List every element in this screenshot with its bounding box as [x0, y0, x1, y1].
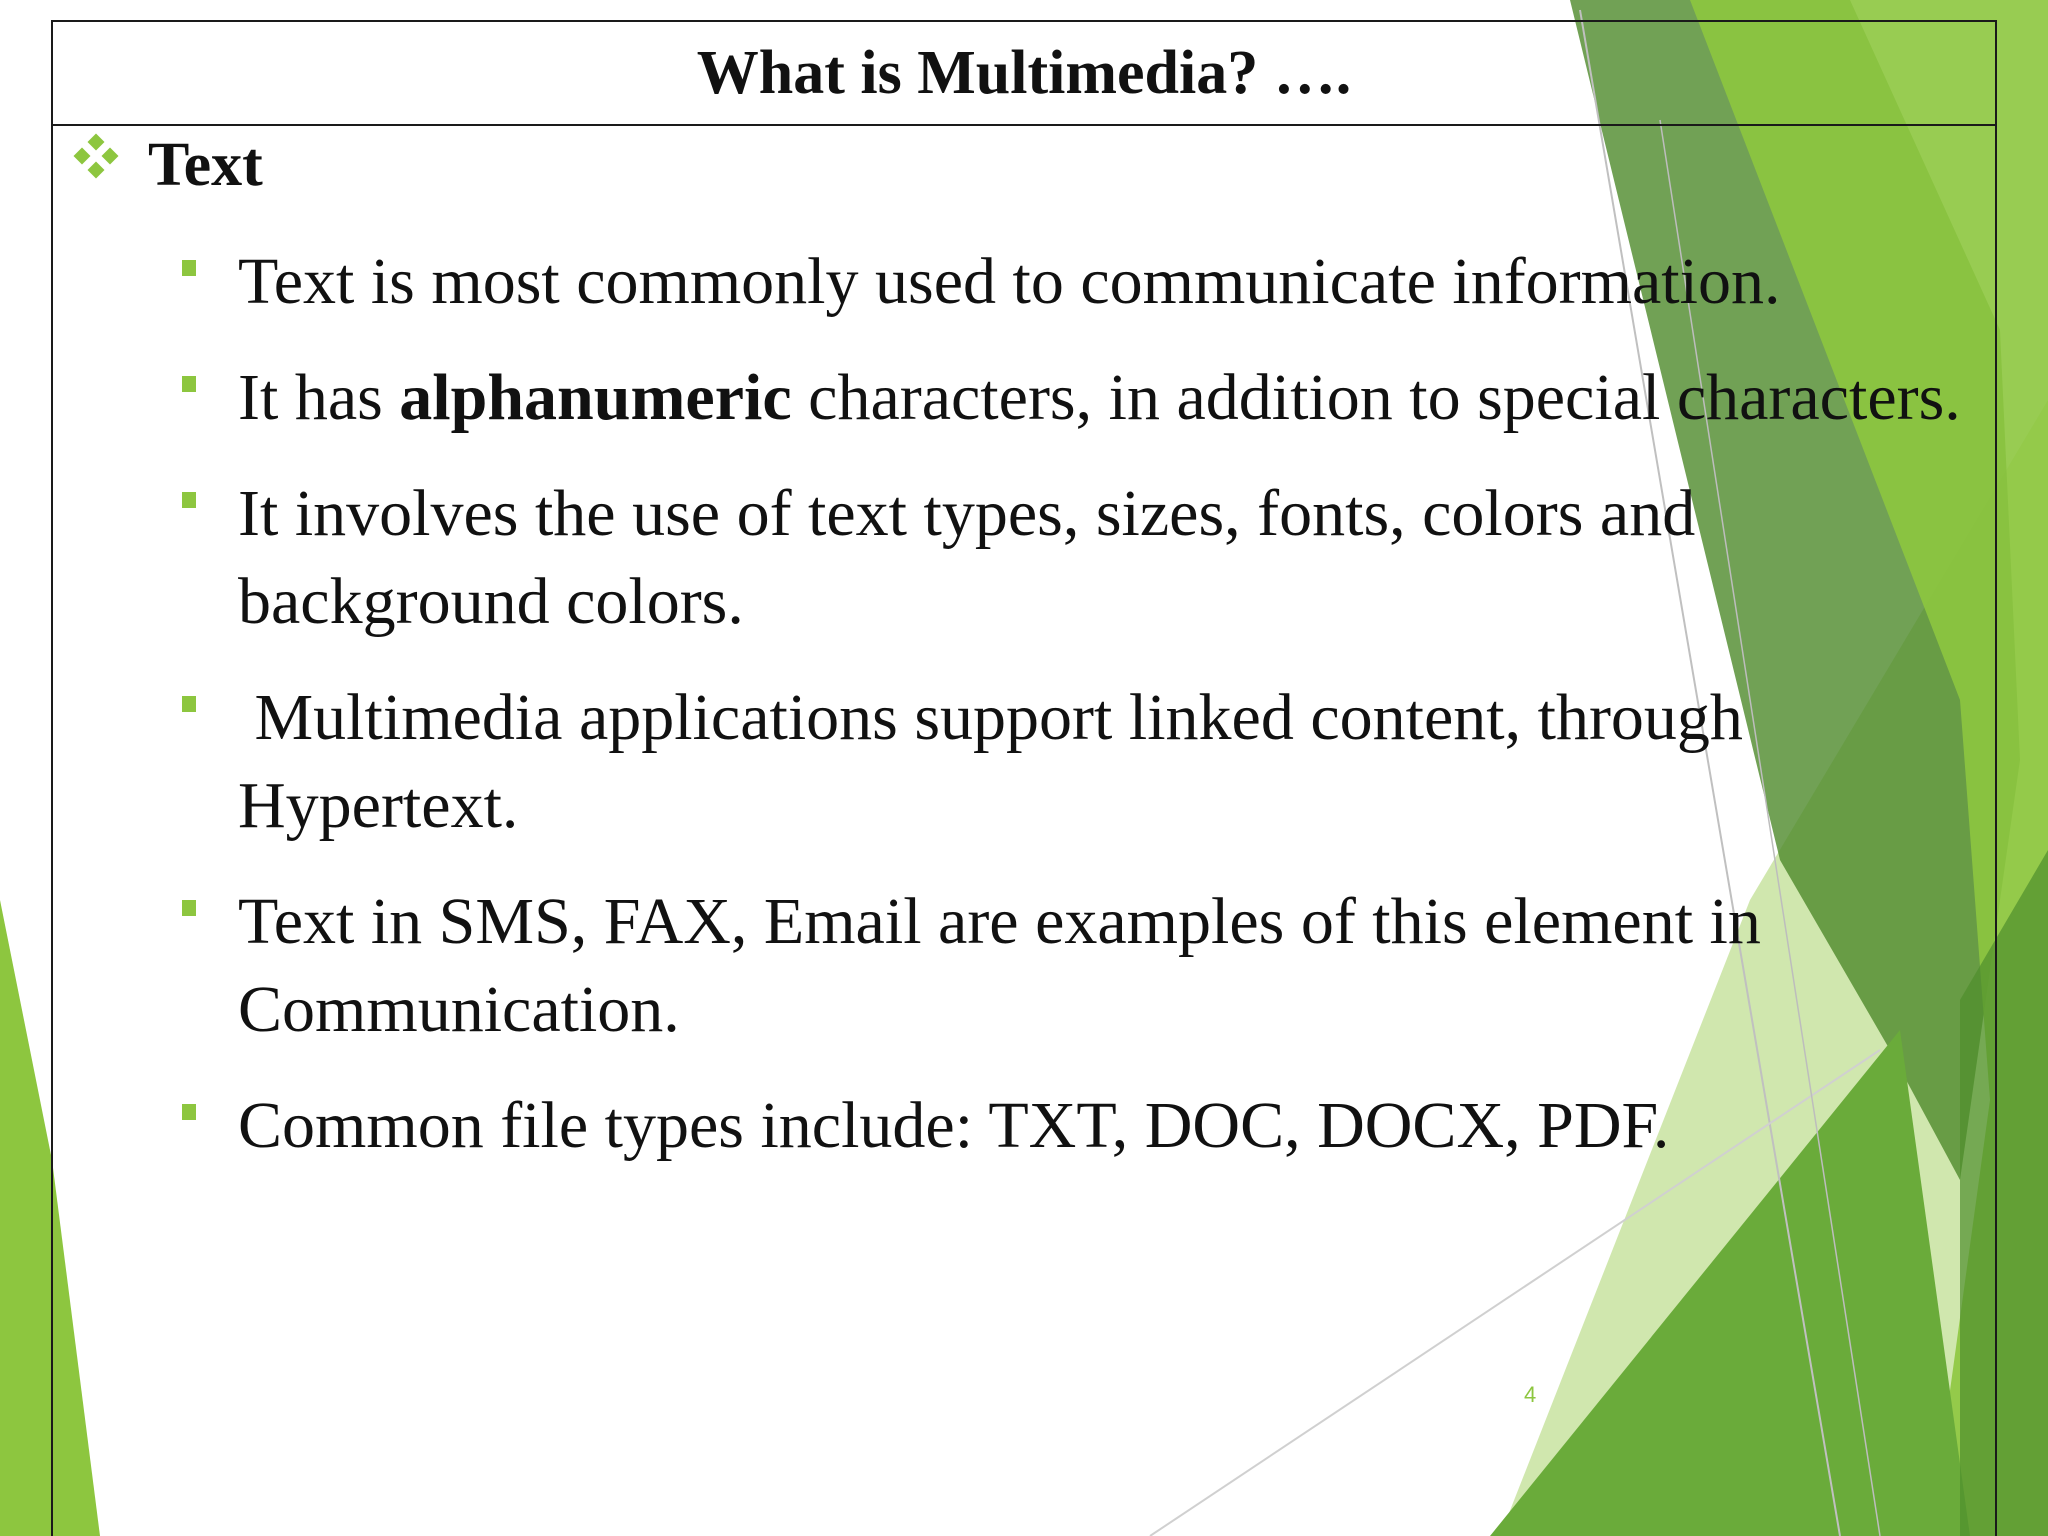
- bullet-item: [176, 470, 1976, 646]
- bullet-text: It involves the use of text types, sizes, fonts, colors and background colors.: [238, 477, 1696, 638]
- bullet-text: Multimedia applications support linked content, through Hypertext.: [238, 681, 1760, 842]
- bullet-item: [176, 878, 1976, 1054]
- bullet-text-bold: alphanumeric: [399, 361, 792, 434]
- bullet-item: [176, 1082, 1976, 1170]
- bullet-text-after: characters, in addition to special characters.: [791, 361, 1961, 434]
- bullet-item: [176, 238, 1976, 326]
- bullet-text-before: It has: [238, 361, 400, 434]
- green-square-bullet-icon: [182, 260, 196, 276]
- bullet-item: [176, 354, 1976, 442]
- bullet-text: Common file types include: TXT, DOC, DOCX, PDF.: [238, 1089, 1670, 1162]
- green-square-bullet-icon: [182, 492, 196, 508]
- bullet-text: Text is most commonly used to communicate information.: [238, 245, 1781, 318]
- four-diamond-icon: [76, 136, 116, 176]
- green-square-bullet-icon: [182, 900, 196, 916]
- bullet-text: Text in SMS, FAX, Email are examples of this element in Communication.: [238, 885, 1761, 1046]
- section-heading-row: [76, 130, 263, 200]
- green-square-bullet-icon: [182, 376, 196, 392]
- green-square-bullet-icon: [182, 1104, 196, 1120]
- page-number: 4: [1524, 1382, 1537, 1407]
- title-bar: [51, 20, 1997, 126]
- green-square-bullet-icon: [182, 696, 196, 712]
- section-heading: Text: [148, 131, 263, 199]
- slide-title: What is Multimedia? ….: [696, 39, 1352, 107]
- bullet-list: [176, 238, 1976, 1198]
- bullet-item: [176, 674, 1976, 850]
